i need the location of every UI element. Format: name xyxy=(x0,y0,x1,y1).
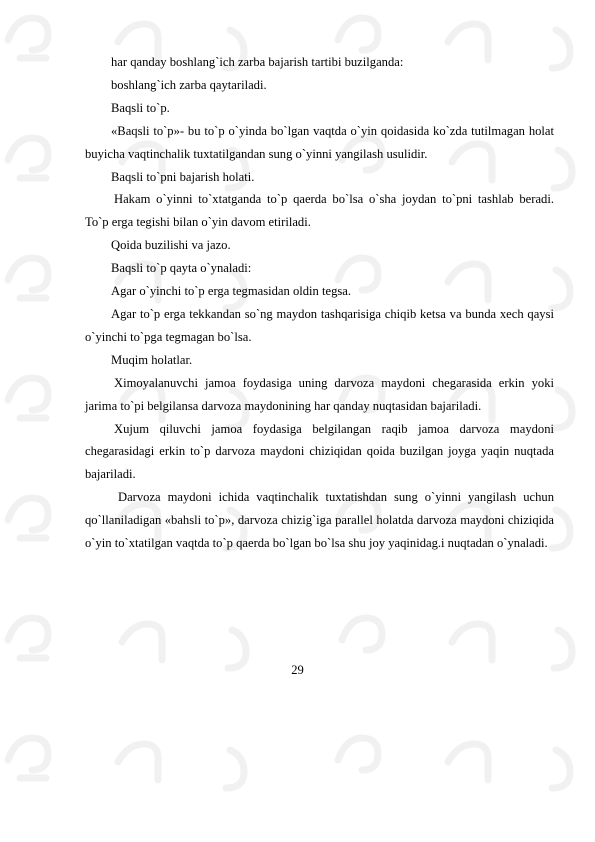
paragraph-hakam: Hakam o`yinni to`xtatganda to`p qaerda bo`lsa o`sha joydan to`pni tashlab beradi. To`p erga tegishi bilan o`yin davom etiriladi. xyxy=(85,192,554,230)
heading-qoida-buzilishi: Qoida buzilishi va jazo. xyxy=(111,238,231,253)
paragraph-1: har qanday boshlang`ich zarba bajarish tartibi buzilganda: xyxy=(111,55,404,69)
paragraph-xujum-qiluvchi: Xujum qiluvchi jamoa foydasiga belgilangan raqib jamoa darvoza maydoni chegarasidagi erkin to`p darvoza maydoni chiziqidan qoida buzilgan joyga yaqin nuqtada bajariladi. xyxy=(85,421,554,482)
paragraph-darvoza-maydoni: Darvoza maydoni ichida vaqtinchalik tuxtatishdan sung o`yinni yangilash uchun qo`llaniladigan «bahsli to`p», darvoza chizig`iga parallel holatda darvoza maydoni chiziqida o`yin to`xtatilgan vaqtda to`p qaerda bo`lgan bo`lsa shu joy yaqinidag.i nuqtadan o`ynaladi. xyxy=(85,490,554,551)
heading-muqim-holatlar: Muqim holatlar. xyxy=(111,352,193,367)
heading-baqsli-bajarish: Baqsli to`pni bajarish holati. xyxy=(111,169,255,184)
paragraph-qayta-oynaladi: Baqsli to`p qayta o`ynaladi: xyxy=(111,261,252,276)
body-text xyxy=(85,51,554,555)
page-number: 29 xyxy=(291,663,304,677)
paragraph-2: boshlang`ich zarba qaytariladi. xyxy=(111,77,267,92)
paragraph-ximoyalanuvchi: Ximoyalanuvchi jamoa foydasiga uning darvoza maydoni chegarasida erkin yoki jarima to`pi belgilansa darvoza maydonining har qanday nuqtasidan bajariladi. xyxy=(85,375,554,413)
paragraph-maydon-tashqarisiga: Agar to`p erga tekkandan so`ng maydon tashqarisiga chiqib ketsa va bunda xech qaysi o`yinchi to`pga tegmagan bo`lsa. xyxy=(85,306,554,344)
paragraph-baqsli-definition: «Baqsli to`p»- bu to`p o`yinda bo`lgan vaqtda o`yin qoidasida ko`zda tutilmagan holat buyicha vaqtinchalik tuxtatilgandan sung o`yinni yangilash usulidir. xyxy=(85,123,554,161)
paragraph-erga-tegmasidan: Agar o`yinchi to`p erga tegmasidan oldin tegsa. xyxy=(111,284,352,299)
heading-baqsli-top: Baqsli to`p. xyxy=(111,100,170,115)
